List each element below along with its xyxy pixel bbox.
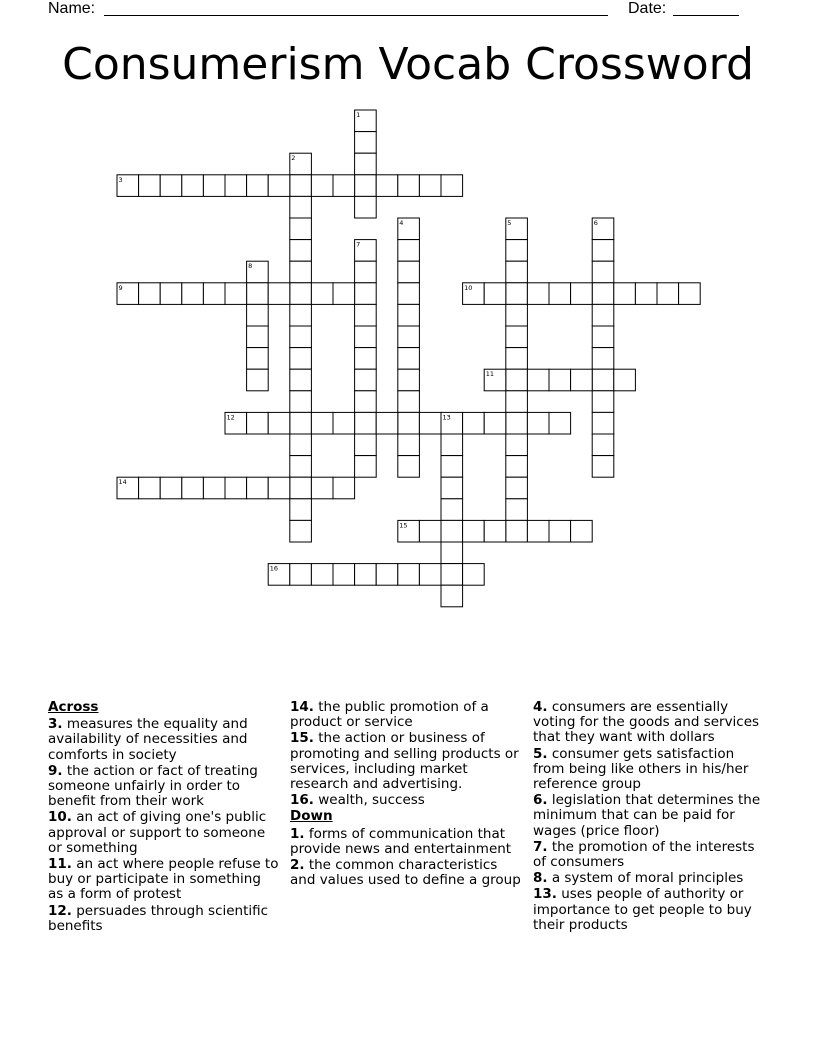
crossword-cell[interactable] <box>355 456 377 478</box>
crossword-cell[interactable] <box>290 477 312 499</box>
crossword-cell[interactable] <box>398 391 420 413</box>
crossword-cell[interactable] <box>441 175 463 197</box>
crossword-cell[interactable] <box>311 175 333 197</box>
crossword-cell[interactable] <box>571 283 593 305</box>
clue-text: the public promotion of a product or service <box>290 699 489 731</box>
crossword-cell[interactable] <box>376 412 398 434</box>
cell-number: 10 <box>464 283 473 292</box>
cell-number: 4 <box>399 219 404 227</box>
crossword-cell[interactable] <box>268 477 290 499</box>
clue-number: 1. <box>290 825 305 842</box>
crossword-cell[interactable] <box>290 261 312 283</box>
crossword-cell[interactable] <box>247 326 269 348</box>
crossword-cell[interactable] <box>679 283 701 305</box>
crossword-cell[interactable] <box>160 283 182 305</box>
crossword-cell[interactable] <box>592 412 614 434</box>
crossword-cell[interactable] <box>355 391 377 413</box>
clue-number: 2. <box>290 857 305 874</box>
crossword-cell[interactable] <box>225 283 247 305</box>
crossword-cell[interactable] <box>376 564 398 586</box>
crossword-cell[interactable] <box>441 564 463 586</box>
clue-number: 5. <box>533 745 548 762</box>
crossword-cell[interactable] <box>506 456 528 478</box>
clue-text: a system of moral principles <box>551 870 744 887</box>
crossword-cell[interactable] <box>484 520 506 542</box>
clues-column-3 <box>533 700 769 934</box>
crossword-cell[interactable] <box>290 175 312 197</box>
crossword-cell[interactable] <box>506 477 528 499</box>
crossword-cell[interactable] <box>527 520 549 542</box>
crossword-cell[interactable] <box>247 261 269 283</box>
crossword-cell[interactable] <box>506 218 528 240</box>
clue-across <box>48 764 280 810</box>
clue-number: 6. <box>533 792 548 809</box>
clue-down <box>533 793 769 839</box>
crossword-cell[interactable] <box>398 326 420 348</box>
clue-text: legislation that determines the minimum that can be paid for wages (price floor) <box>533 792 761 839</box>
clue-text: the action or fact of treating someone unfairly in order to benefit from their work <box>48 762 258 810</box>
crossword-cell[interactable] <box>247 304 269 326</box>
cell-number: 11 <box>485 370 494 379</box>
crossword-cell[interactable] <box>527 369 549 391</box>
crossword-cell[interactable] <box>139 283 161 305</box>
crossword-cell[interactable] <box>592 348 614 370</box>
crossword-cell[interactable] <box>549 283 571 305</box>
crossword-cell[interactable] <box>355 110 377 132</box>
crossword-cell[interactable] <box>614 283 636 305</box>
crossword-cell[interactable] <box>182 283 204 305</box>
clue-number: 11. <box>48 856 72 873</box>
clue-number: 9. <box>48 762 63 779</box>
clue-text: consumer gets satisfaction from being like others in his/her reference group <box>533 745 749 793</box>
crossword-cell[interactable] <box>225 477 247 499</box>
crossword-cell[interactable] <box>290 304 312 326</box>
crossword-cell[interactable] <box>506 520 528 542</box>
clue-down <box>290 858 526 888</box>
crossword-cell[interactable] <box>268 175 290 197</box>
cell-number: 16 <box>269 564 278 573</box>
clue-text: the action or business of promoting and selling products or services, including market research and advertising. <box>290 730 519 793</box>
crossword-cell[interactable] <box>355 261 377 283</box>
crossword-cell[interactable] <box>419 412 441 434</box>
clue-down <box>533 747 769 793</box>
crossword-cell[interactable] <box>247 369 269 391</box>
crossword-cell[interactable] <box>376 175 398 197</box>
crossword-cell[interactable] <box>463 520 485 542</box>
cell-number: 9 <box>118 283 123 292</box>
crossword-cell[interactable] <box>355 412 377 434</box>
clues-column-1 <box>48 700 280 935</box>
crossword-cell[interactable] <box>160 477 182 499</box>
crossword-cell[interactable] <box>290 520 312 542</box>
clue-text: uses people of authority or importance to get people to buy their products <box>533 886 752 933</box>
cell-number: 6 <box>593 219 598 227</box>
clue-text: the promotion of the interests of consumers <box>533 838 755 871</box>
clue-number: 3. <box>48 716 63 733</box>
crossword-cell[interactable] <box>506 240 528 262</box>
cell-number: 5 <box>507 219 512 227</box>
clue-number: 15. <box>290 730 314 747</box>
crossword-cell[interactable] <box>441 456 463 478</box>
down-heading: Down <box>290 808 333 825</box>
crossword-cell[interactable] <box>506 412 528 434</box>
clue-down <box>290 827 526 857</box>
crossword-cell[interactable] <box>311 477 333 499</box>
crossword-cell[interactable] <box>398 369 420 391</box>
clue-across <box>48 857 280 903</box>
clue-across <box>290 731 526 792</box>
cell-number: 8 <box>248 262 253 271</box>
clue-across <box>48 810 280 856</box>
clue-across <box>290 700 526 730</box>
crossword-cell[interactable] <box>527 412 549 434</box>
clue-across <box>48 717 280 763</box>
crossword-cell[interactable] <box>506 499 528 521</box>
crossword-cell[interactable] <box>355 175 377 197</box>
crossword-cell[interactable] <box>506 304 528 326</box>
crossword-cell[interactable] <box>203 477 225 499</box>
cell-number: 12 <box>226 413 235 422</box>
crossword-cell[interactable] <box>290 499 312 521</box>
crossword-cell[interactable] <box>571 520 593 542</box>
crossword-cell[interactable] <box>398 283 420 305</box>
crossword-cell[interactable] <box>247 412 269 434</box>
clue-down <box>533 840 769 870</box>
crossword-cell[interactable] <box>398 218 420 240</box>
crossword-cell[interactable] <box>290 456 312 478</box>
crossword-cell[interactable] <box>506 391 528 413</box>
crossword-cell[interactable] <box>247 348 269 370</box>
crossword-cell[interactable] <box>592 434 614 456</box>
crossword-cell[interactable] <box>247 477 269 499</box>
name-label: Name: <box>48 0 96 17</box>
crossword-cell[interactable] <box>268 283 290 305</box>
clue-number: 13. <box>533 886 557 903</box>
crossword-cell[interactable] <box>398 412 420 434</box>
crossword-cell[interactable] <box>182 175 204 197</box>
crossword-cell[interactable] <box>290 326 312 348</box>
crossword-cell[interactable] <box>463 564 485 586</box>
crossword-cell[interactable] <box>268 412 290 434</box>
crossword-cell[interactable] <box>247 175 269 197</box>
crossword-cell[interactable] <box>441 434 463 456</box>
crossword-cell[interactable] <box>635 283 657 305</box>
clue-text: forms of communication that provide news and entertainment <box>290 825 512 857</box>
clue-text: measures the equality and availability of necessities and comforts in society <box>48 716 248 763</box>
crossword-cell[interactable] <box>333 283 355 305</box>
across-heading: Across <box>48 699 99 715</box>
crossword-cell[interactable] <box>398 240 420 262</box>
crossword-cell[interactable] <box>657 283 679 305</box>
crossword-cell[interactable] <box>333 412 355 434</box>
crossword-cell[interactable] <box>290 196 312 218</box>
crossword-cell[interactable] <box>506 434 528 456</box>
crossword-cell[interactable] <box>182 477 204 499</box>
crossword-cell[interactable] <box>592 391 614 413</box>
crossword-cell[interactable] <box>290 348 312 370</box>
crossword-cell[interactable] <box>117 283 139 305</box>
crossword-cell[interactable] <box>506 283 528 305</box>
crossword-cell[interactable] <box>419 564 441 586</box>
crossword-cell[interactable] <box>506 326 528 348</box>
clue-number: 4. <box>533 699 548 715</box>
crossword-cell[interactable] <box>290 283 312 305</box>
date-blank <box>673 15 739 16</box>
clue-number: 8. <box>533 870 548 887</box>
crossword-cell[interactable] <box>139 175 161 197</box>
crossword-cell[interactable] <box>225 175 247 197</box>
crossword-cell[interactable] <box>117 477 139 499</box>
crossword-cell[interactable] <box>290 391 312 413</box>
crossword-cell[interactable] <box>614 369 636 391</box>
crossword-cell[interactable] <box>549 369 571 391</box>
crossword-cell[interactable] <box>311 412 333 434</box>
crossword-cell[interactable] <box>592 456 614 478</box>
crossword-cell[interactable] <box>441 520 463 542</box>
crossword-cell[interactable] <box>592 326 614 348</box>
clue-down <box>533 700 769 746</box>
clue-text: the common characteristics and values used to define a group <box>290 857 521 889</box>
crossword-cell[interactable] <box>333 477 355 499</box>
crossword-cell[interactable] <box>592 304 614 326</box>
crossword-cell[interactable] <box>506 348 528 370</box>
crossword-cell[interactable] <box>398 261 420 283</box>
crossword-cell[interactable] <box>441 477 463 499</box>
crossword-cell[interactable] <box>398 434 420 456</box>
crossword-cell[interactable] <box>311 283 333 305</box>
crossword-cell[interactable] <box>290 564 312 586</box>
crossword-cell[interactable] <box>441 585 463 607</box>
clue-down <box>533 871 769 886</box>
crossword-cell[interactable] <box>419 175 441 197</box>
crossword-cell[interactable] <box>355 132 377 154</box>
crossword-cell[interactable] <box>160 175 182 197</box>
crossword-cell[interactable] <box>290 153 312 175</box>
crossword-cell[interactable] <box>333 564 355 586</box>
crossword-cell[interactable] <box>592 240 614 262</box>
crossword-cell[interactable] <box>117 175 139 197</box>
clue-across <box>48 904 280 934</box>
crossword-cell[interactable] <box>355 434 377 456</box>
crossword-cell[interactable] <box>592 369 614 391</box>
crossword-cell[interactable] <box>506 261 528 283</box>
crossword-cell[interactable] <box>355 326 377 348</box>
crossword-cell[interactable] <box>311 564 333 586</box>
crossword-cell[interactable] <box>398 520 420 542</box>
crossword-cell[interactable] <box>355 196 377 218</box>
crossword-cell[interactable] <box>549 412 571 434</box>
cell-number: 13 <box>442 413 451 422</box>
crossword-cell[interactable] <box>398 456 420 478</box>
crossword-cell[interactable] <box>484 412 506 434</box>
crossword-cell[interactable] <box>592 261 614 283</box>
cell-number: 14 <box>118 478 127 487</box>
crossword-cell[interactable] <box>398 175 420 197</box>
crossword-cell[interactable] <box>441 499 463 521</box>
crossword-cell[interactable] <box>419 520 441 542</box>
crossword-cell[interactable] <box>571 369 593 391</box>
crossword-cell[interactable] <box>139 477 161 499</box>
header-line <box>48 0 768 20</box>
crossword-cell[interactable] <box>484 283 506 305</box>
cell-number: 7 <box>356 240 361 249</box>
cell-number: 1 <box>356 111 361 119</box>
clue-text: consumers are essentially voting for the goods and services that they want with dollars <box>533 699 760 746</box>
crossword-cell[interactable] <box>290 412 312 434</box>
crossword-cell[interactable] <box>203 283 225 305</box>
crossword-cell[interactable] <box>441 542 463 564</box>
crossword-cell[interactable] <box>355 240 377 262</box>
crossword-cell[interactable] <box>247 283 269 305</box>
crossword-cell[interactable] <box>527 283 549 305</box>
clue-text: wealth, success <box>318 792 425 809</box>
cell-number: 3 <box>118 175 123 184</box>
crossword-cell[interactable] <box>506 369 528 391</box>
crossword-cell[interactable] <box>203 175 225 197</box>
crossword-cell[interactable] <box>398 564 420 586</box>
cell-number: 2 <box>291 154 296 163</box>
crossword-cell[interactable] <box>463 412 485 434</box>
crossword-cell[interactable] <box>333 175 355 197</box>
clue-number: 12. <box>48 902 72 919</box>
clue-number: 16. <box>290 792 314 809</box>
clue-number: 14. <box>290 699 314 715</box>
crossword-cell[interactable] <box>355 369 377 391</box>
clue-text: persuades through scientific benefits <box>48 902 269 934</box>
crossword-cell[interactable] <box>290 218 312 240</box>
crossword-cell[interactable] <box>355 283 377 305</box>
clue-text: an act where people refuse to buy or participate in something as a form of protest <box>48 856 279 903</box>
crossword-cell[interactable] <box>441 412 463 434</box>
clue-number: 10. <box>48 809 72 826</box>
crossword-cell[interactable] <box>225 412 247 434</box>
crossword-cell[interactable] <box>592 283 614 305</box>
cell-number: 15 <box>399 521 408 530</box>
crossword-cell[interactable] <box>355 153 377 175</box>
crossword-cell[interactable] <box>484 369 506 391</box>
date-label: Date: <box>628 0 667 17</box>
crossword-cell[interactable] <box>463 283 485 305</box>
crossword-cell[interactable] <box>549 520 571 542</box>
clue-text: an act of giving one's public approval or support to someone or something <box>48 809 267 856</box>
clue-across <box>290 793 526 808</box>
crossword-cell[interactable] <box>398 304 420 326</box>
page-title: Consumerism Vocab Crossword <box>62 39 754 90</box>
clues-column-2 <box>290 700 526 889</box>
crossword-cell[interactable] <box>355 304 377 326</box>
clue-number: 7. <box>533 838 548 855</box>
crossword-cell[interactable] <box>355 348 377 370</box>
crossword-cell[interactable] <box>268 564 290 586</box>
crossword-cell[interactable] <box>355 564 377 586</box>
crossword-cell[interactable] <box>592 218 614 240</box>
crossword-cell[interactable] <box>398 348 420 370</box>
clue-down <box>533 887 769 933</box>
crossword-cell[interactable] <box>290 434 312 456</box>
crossword-cell[interactable] <box>290 369 312 391</box>
name-blank <box>104 15 608 16</box>
crossword-cell[interactable] <box>290 240 312 262</box>
